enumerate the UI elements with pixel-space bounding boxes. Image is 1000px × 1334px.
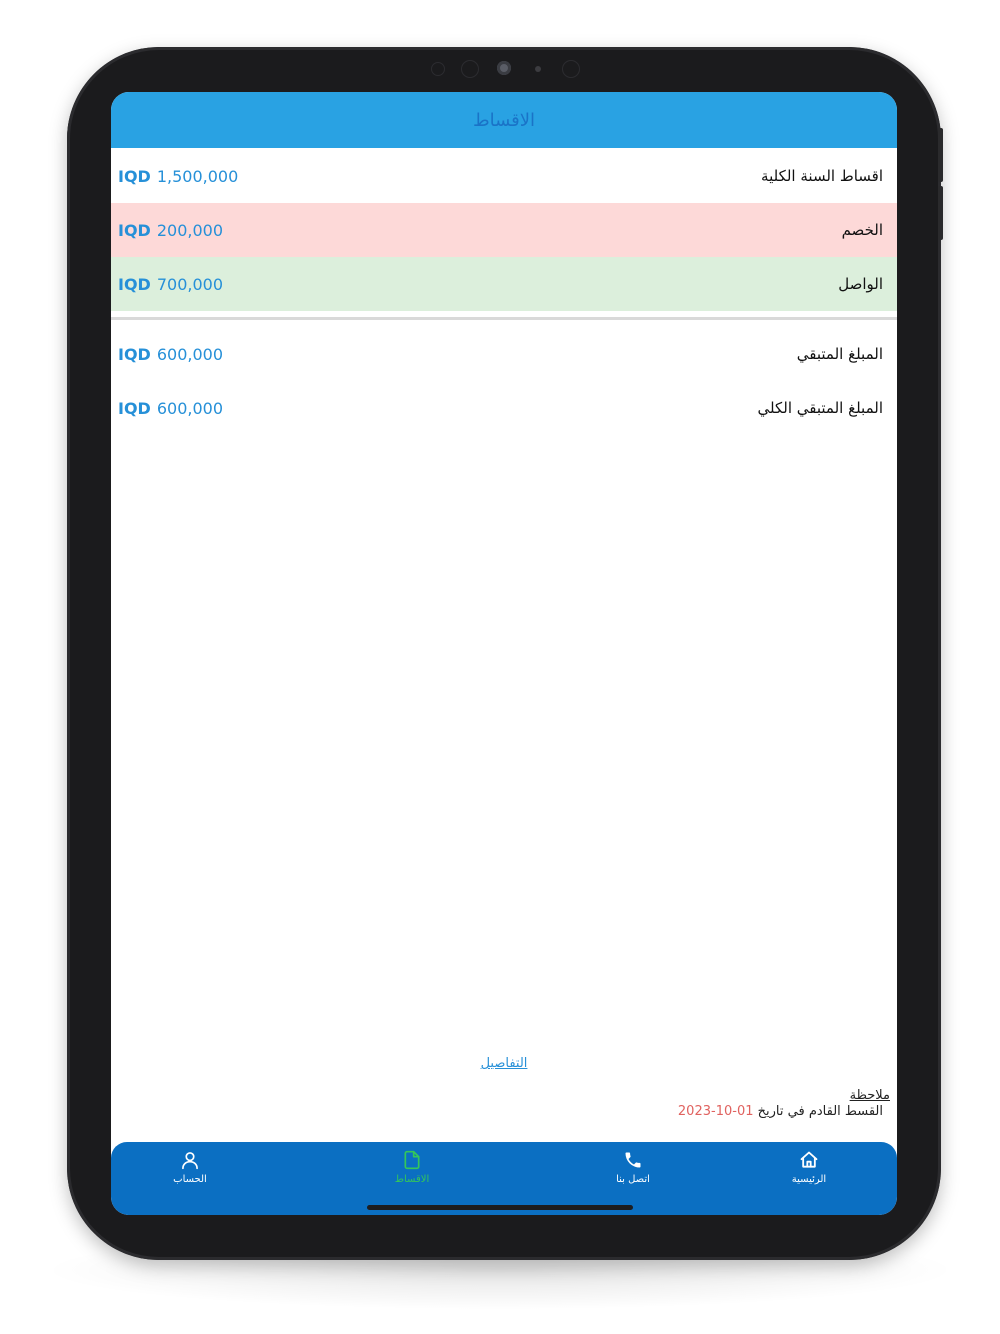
tab-label: الرئيسية <box>791 1174 827 1185</box>
row-label: الخصم <box>841 221 883 239</box>
row-label: الواصل <box>838 275 883 293</box>
phone-icon <box>623 1150 643 1170</box>
document-icon <box>402 1150 422 1170</box>
page-title: الاقساط <box>472 109 536 131</box>
summary-row-paid <box>111 257 897 311</box>
next-installment-date: 01-10-2023 <box>677 1104 754 1119</box>
note-text: القسط القادم في تاريخ <box>757 1104 883 1119</box>
tab-label: الاقساط <box>394 1174 430 1185</box>
summary-row-discount <box>111 203 897 257</box>
row-label: اقساط السنة الكلية <box>761 167 883 185</box>
amount-value: IQD 700,000 <box>118 274 224 294</box>
tab-contact-us[interactable] <box>578 1150 688 1185</box>
amount-value: IQD 1,500,000 <box>118 166 239 186</box>
front-camera-icon <box>497 61 511 75</box>
row-label: المبلغ المتبقي <box>796 345 883 363</box>
summary-row-annual-total <box>111 149 897 203</box>
amount-value: IQD 600,000 <box>118 398 224 418</box>
note-title: ملاحظة <box>849 1088 890 1103</box>
volume-down-button <box>938 186 943 240</box>
details-link[interactable]: التفاصيل <box>480 1056 528 1071</box>
sensor-icon <box>431 62 445 76</box>
tab-home[interactable] <box>754 1150 864 1185</box>
summary-row-total-remaining <box>111 381 897 435</box>
user-icon <box>180 1150 200 1170</box>
header-bar <box>111 92 897 148</box>
tab-installments[interactable] <box>357 1150 467 1185</box>
tab-label: الحساب <box>173 1174 207 1185</box>
divider <box>111 317 897 320</box>
home-indicator[interactable] <box>367 1205 633 1210</box>
next-installment-note <box>678 1104 883 1119</box>
sensor-icon <box>461 60 479 78</box>
home-icon <box>799 1150 819 1170</box>
summary-row-remaining <box>111 327 897 381</box>
sensor-icon <box>562 60 580 78</box>
amount-value: IQD 600,000 <box>118 344 224 364</box>
volume-up-button <box>938 128 943 182</box>
app-screen <box>111 92 897 1215</box>
tab-account[interactable] <box>135 1150 245 1185</box>
row-label: المبلغ المتبقي الكلي <box>757 399 883 417</box>
amount-value: IQD 200,000 <box>118 220 224 240</box>
ambient-sensor-icon <box>535 66 541 72</box>
tab-label: اتصل بنا <box>616 1174 650 1185</box>
